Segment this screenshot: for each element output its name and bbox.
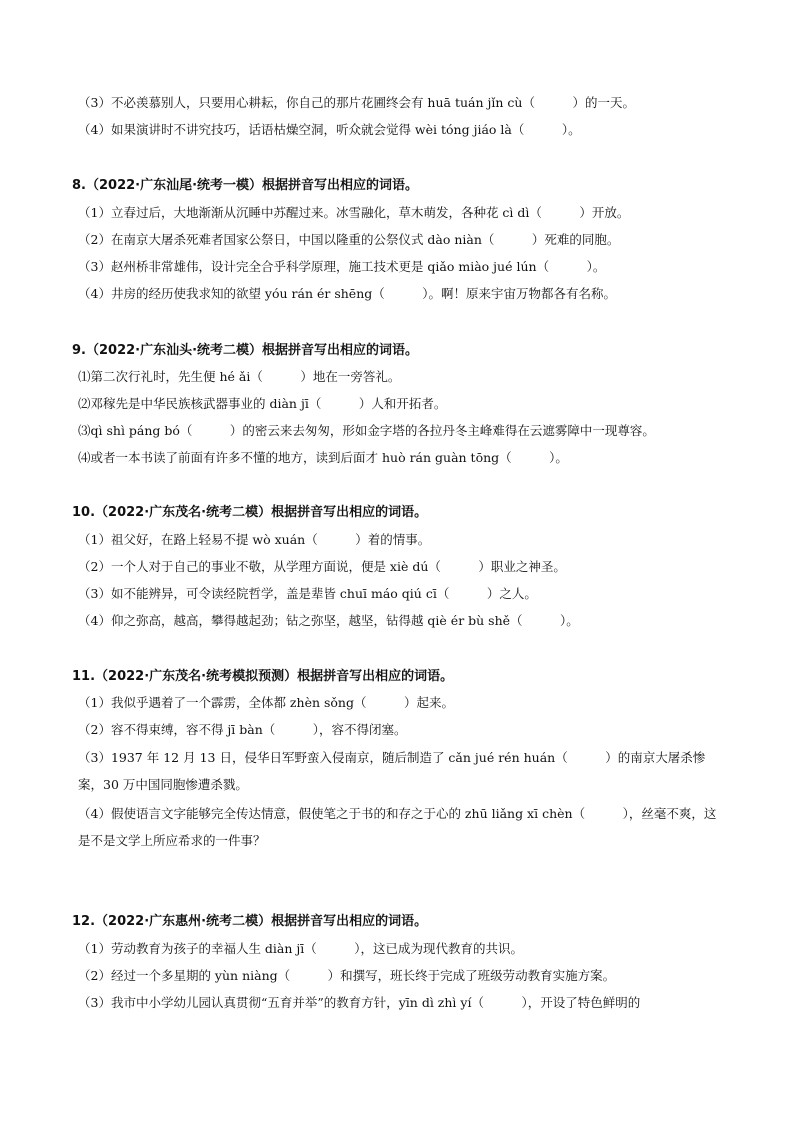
question-line: （2）容不得束缚，容不得 jī bàn（ ），容不得闭塞。 [78,722,407,737]
question-line: （2）在南京大屠杀死难者国家公祭日，中国以隆重的公祭仪式 dào niàn（ ）死难的同胞。 [78,232,620,247]
question-title-11: 11.（2022·广东茂名·统考模拟预测）根据拼音写出相应的词语。 [72,669,454,684]
question-line: ⑷或者一本书读了前面有许多不懂的地方，读到后面才 huò rán guàn tōng（ ）。 [78,450,568,465]
question-line: （1）立春过后，大地渐渐从沉睡中苏醒过来。冰雪融化，草木萌发，各种花 cì dì（ ）开放。 [78,205,630,220]
question-line: （3）1937 年 12 月 13 日，侵华日军野蛮入侵南京，随后制造了 cǎn jué rén huán（ ）的南京大屠杀惨案，30 万中国同胞惨遭杀戮。 [78,750,706,792]
question-title-9: 9.（2022·广东汕头·统考二模）根据拼音写出相应的词语。 [72,343,419,358]
question-line: （3）赵州桥非常雄伟，设计完全合乎科学原理，施工技术更是 qiǎo miào jué lún（ ）。 [78,259,606,274]
question-line: （3）我市中小学幼儿园认真贯彻“五育并举”的教育方针，yīn dì zhì yí（ ），开设了特色鲜明的 [78,995,641,1010]
question-line: （4）如果演讲时不讲究技巧，话语枯燥空洞，听众就会觉得 wèi tóng jiáo là（ ）。 [78,122,581,137]
question-line: ⑴第二次行礼时，先生便 hé ǎi（ ）地在一旁答礼。 [78,369,401,384]
question-line: ⑵邓稼先是中华民族核武器事业的 diàn jī（ ）人和开拓者。 [78,396,447,411]
question-title-12: 12.（2022·广东惠州·统考二模）根据拼音写出相应的词语。 [72,914,428,929]
question-line: （2）一个人对于自己的事业不敬，从学理方面说，便是 xiè dú（ ）职业之神圣。 [78,559,566,574]
question-line: （3）不必羡慕别人，只要用心耕耘，你自己的那片花圃终会有 huā tuán jǐn cù（ ）的一天。 [78,95,635,110]
question-line: （1）祖父好，在路上轻易不提 wò xuán（ ）着的情事。 [78,532,431,547]
question-line: ⑶qì shì páng bó（ ）的密云来去匆匆，形如金字塔的各拉丹冬主峰难得在云遮雾障中一现尊容。 [78,423,655,438]
question-line: （4）假使语言文字能够完全传达情意，假使笔之于书的和存之于心的 zhū liǎng xī chèn（ ），丝毫不爽，这是不是文学上所应希求的一件事？ [78,806,717,848]
question-line: （1）我似乎遇着了一个霹雳，全体都 zhèn sǒng（ ）起来。 [78,695,454,710]
question-line: （1）劳动教育为孩子的幸福人生 diàn jī（ ），这已成为现代教育的共识。 [78,941,524,956]
question-line: （4）井房的经历使我求知的欲望 yóu rán ér shēng（ ）。啊！原来宇宙万物都各有名称。 [78,286,617,301]
question-line: （4）仰之弥高，越高，攀得越起劲；钻之弥坚，越坚，钻得越 qiè ér bù shě（ ）。 [78,613,579,628]
question-line: （2）经过一个多星期的 yùn niàng（ ）和撰写，班长终于完成了班级劳动教育实施方案。 [78,968,616,983]
question-title-10: 10.（2022·广东茂名·统考二模）根据拼音写出相应的词语。 [72,505,428,520]
question-line: （3）如不能辨异，可令读经院哲学，盖是辈皆 chuī máo qiú cī（ ）之人。 [78,586,537,601]
question-title-8: 8.（2022·广东汕尾·统考一模）根据拼音写出相应的词语。 [72,178,419,193]
